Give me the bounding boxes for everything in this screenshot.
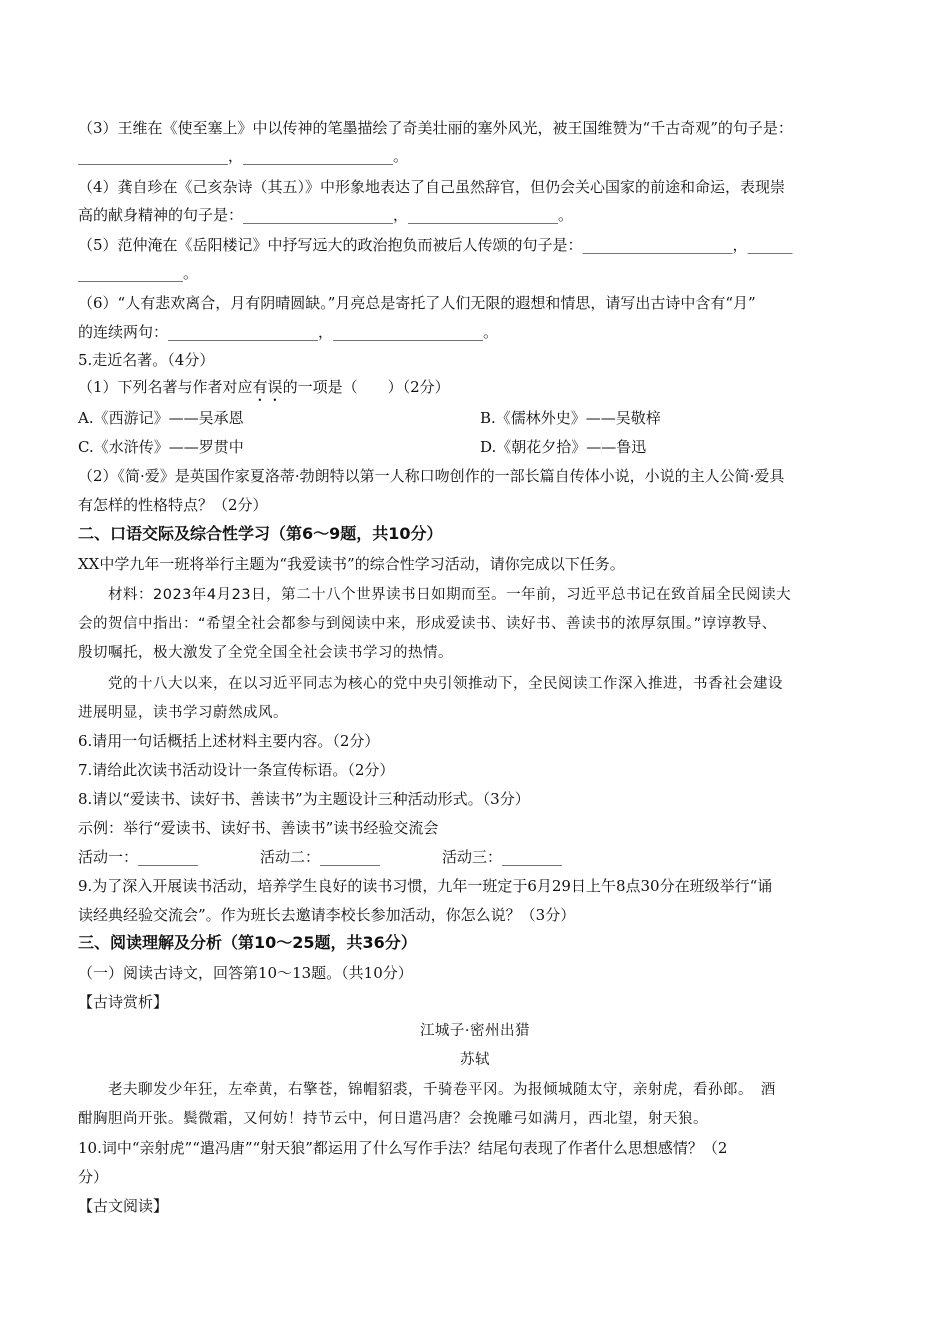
option-d[interactable]: D.《朝花夕拾》——鲁迅 — [480, 438, 647, 456]
activity-3-blank[interactable]: 活动三：________ — [442, 848, 563, 866]
option-row-1 — [78, 408, 880, 428]
material-paragraph-1-cont: 会的贺信中指出：“希望全社会都参与到阅读中来，形成爱读书、读好书、善读书的浓厚氛围。”谆谆教导、 — [78, 616, 777, 632]
answer-blank-4-3[interactable]: ____________________，____________________。 — [78, 147, 409, 165]
question-6: 6.请用一句话概括上述材料主要内容。（2分） — [78, 732, 380, 750]
question-10-cont: 分） — [78, 1168, 109, 1186]
question-4-3: （3）王维在《使至塞上》中以传神的笔墨描绘了奇美壮丽的塞外风光，被王国维赞为“千古奇观”的句子是： — [78, 119, 793, 137]
option-c[interactable]: C.《水浒传》——罗贯中 — [78, 438, 244, 456]
section-2-heading: 二、口语交际及综合性学习（第6～9题，共10分） — [78, 524, 443, 543]
material-paragraph-1-end: 殷切嘱托，极大激发了全党全国全社会读书学习的热情。 — [78, 645, 453, 661]
question-4-6: （6）“人有悲欢离合，月有阴晴圆缺。”月亮总是寄托了人们无限的遐想和情思，请写出古诗中含有“月” — [78, 294, 756, 312]
question-5-2: （2）《简·爱》是英国作家夏洛蒂·勃朗特以第一人称口吻创作的一部长篇自传体小说，小说的主人公简·爱具 — [78, 467, 785, 485]
question-10: 10.词中“亲射虎”“遣冯唐”“射天狼”都运用了什么写作手法？结尾句表现了作者什么思想感情？（2 — [78, 1139, 728, 1157]
answer-blank-4-5[interactable]: ______________。 — [78, 264, 199, 282]
prose-section-tag: 【古文阅读】 — [78, 1197, 169, 1215]
option-b[interactable]: B.《儒林外史》——吴敬梓 — [480, 409, 661, 427]
part-1-instruction: （一）阅读古诗文，回答第10～13题。（共10分） — [78, 964, 413, 982]
material-paragraph-2-end: 进展明显，读书学习蔚然成风。 — [78, 705, 288, 721]
activity-row — [78, 847, 880, 867]
poem-title: 江城子·密州出猎 — [419, 1023, 531, 1039]
question-5-1-suffix: 的一项是（ ）（2分） — [282, 378, 450, 396]
poem-text-cont: 酣胸胆尚开张。鬓微霜，又何妨！持节云中，何日遣冯唐？会挽雕弓如满月，西北望，射天狼。 — [78, 1111, 708, 1127]
activity-2-blank[interactable]: 活动二：________ — [260, 848, 381, 866]
question-5-2-cont: 有怎样的性格特点？（2分） — [78, 496, 268, 514]
question-4-5[interactable]: （5）范仲淹在《岳阳楼记》中抒写远大的政治抱负而被后人传颂的句子是：____________________，______ — [78, 236, 793, 254]
question-8: 8.请以“爱读书、读好书、善读书”为主题设计三种活动形式。（3分） — [78, 790, 530, 808]
question-4-6-cont[interactable]: 的连续两句：____________________，____________________。 — [78, 323, 499, 341]
poem-text: 老夫聊发少年狂，左牵黄，右擎苍，锦帽貂裘，千骑卷平冈。为报倾城随太守，亲射虎，看孙郎。 酒 — [108, 1082, 776, 1098]
option-row-2 — [78, 437, 880, 457]
section-3-heading: 三、阅读理解及分析（第10～25题，共36分） — [78, 933, 417, 952]
question-5-1 — [78, 377, 880, 405]
question-9: 9.为了深入开展读书活动，培养学生良好的读书习惯，九年一班定于6月29日上午8点30分在班级举行“诵 — [78, 877, 773, 895]
question-5: 5.走近名著。（4分） — [78, 351, 215, 369]
activity-1-blank[interactable]: 活动一：________ — [78, 848, 199, 866]
section-2-intro: XX中学九年一班将举行主题为“我爱读书”的综合性学习活动，请你完成以下任务。 — [78, 555, 625, 573]
option-a[interactable]: A.《西游记》——吴承恩 — [78, 409, 244, 427]
material-paragraph-1: 材料：2023年4月23日，第二十八个世界读书日如期而至。一年前，习近平总书记在致首届全民阅读大 — [108, 587, 792, 603]
question-4-4: （4）龚自珍在《己亥杂诗（其五）》中形象地表达了自己虽然辞官，但仍会关心国家的前途和命运，表现崇 — [78, 178, 786, 196]
emphasis-mark: 有误 — [252, 378, 283, 396]
question-7: 7.请给此次读书活动设计一条宣传标语。（2分） — [78, 761, 395, 779]
question-9-cont: 读经典经验交流会”。作为班长去邀请李校长参加活动，你怎么说？（3分） — [78, 906, 576, 924]
poem-author: 苏轼 — [460, 1052, 490, 1068]
material-paragraph-2: 党的十八大以来，在以习近平同志为核心的党中央引领推动下，全民阅读工作深入推进，书香社会建设 — [108, 676, 783, 692]
poem-section-tag: 【古诗赏析】 — [78, 993, 169, 1011]
question-8-example: 示例：举行“爱读书、读好书、善读书”读书经验交流会 — [78, 819, 439, 837]
question-5-1-prefix: （1）下列名著与作者对应 — [78, 378, 253, 396]
question-4-4-cont[interactable]: 高的献身精神的句子是：____________________，____________________。 — [78, 206, 574, 224]
